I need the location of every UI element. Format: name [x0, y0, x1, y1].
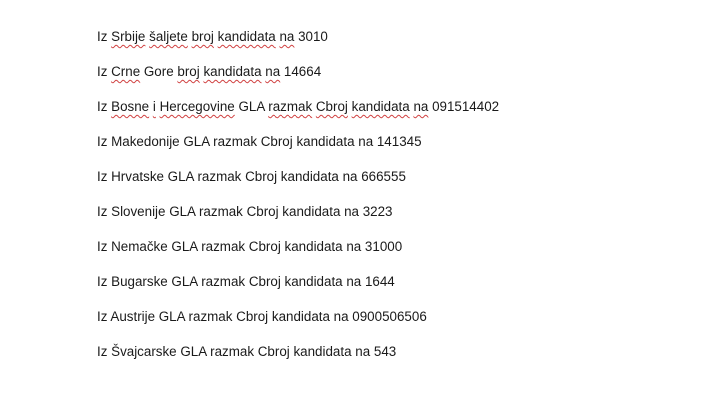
document-line — [97, 272, 499, 307]
text-run: 3010 — [294, 29, 328, 44]
spellcheck-flagged-word: na — [279, 29, 295, 44]
spellcheck-flagged-word: kandidata — [217, 29, 276, 44]
text-run: Iz Švajcarske GLA razmak Cbroj kandidata na 543 — [97, 344, 397, 359]
text-run: Iz Hrvatske GLA razmak Cbroj kandidata na 666555 — [97, 169, 406, 184]
spellcheck-flagged-word: kandidata — [351, 99, 410, 114]
document-line — [97, 62, 499, 97]
text-run: Iz — [97, 64, 112, 79]
document-lines — [97, 27, 499, 377]
spellcheck-flagged-word: broj — [191, 29, 214, 44]
text-run: GLA — [234, 99, 269, 114]
spellcheck-flagged-word: šaljete — [149, 29, 188, 44]
text-run: Iz Austrije GLA razmak Cbroj kandidata na 0900506506 — [97, 309, 427, 324]
text-run: 14664 — [280, 64, 322, 79]
document-line — [97, 27, 499, 62]
text-run: Iz Bugarske GLA razmak Cbroj kandidata na 1644 — [97, 274, 395, 289]
document-line — [97, 167, 499, 202]
document-line — [97, 307, 499, 342]
document-line — [97, 97, 499, 132]
spellcheck-flagged-word: Crne — [111, 64, 141, 79]
text-run: Iz Nemačke GLA razmak Cbroj kandidata na 31000 — [97, 239, 403, 254]
document-line — [97, 202, 499, 237]
spellcheck-flagged-word: Bosne — [111, 99, 150, 114]
text-run: Iz Slovenije GLA razmak Cbroj kandidata na 3223 — [97, 204, 393, 219]
spellcheck-flagged-word: Srbije — [111, 29, 146, 44]
document-line — [97, 237, 499, 272]
spellcheck-flagged-word: kandidata — [203, 64, 262, 79]
spellcheck-flagged-word: na — [413, 99, 429, 114]
spellcheck-flagged-word: Cbroj — [315, 99, 348, 114]
spellcheck-flagged-word: Hercegovine — [159, 99, 235, 114]
document-line — [97, 132, 499, 167]
text-run: 091514402 — [428, 99, 500, 114]
text-run: Gore — [140, 64, 178, 79]
spellcheck-flagged-word: na — [265, 64, 281, 79]
document-line — [97, 342, 499, 377]
text-run: Iz Makedonije GLA razmak Cbroj kandidata na 141345 — [97, 134, 422, 149]
text-run: Iz — [97, 29, 112, 44]
spellcheck-flagged-word: i — [152, 99, 156, 114]
spellcheck-flagged-word: broj — [177, 64, 200, 79]
text-run: Iz — [97, 99, 112, 114]
spellcheck-flagged-word: razmak — [268, 99, 313, 114]
